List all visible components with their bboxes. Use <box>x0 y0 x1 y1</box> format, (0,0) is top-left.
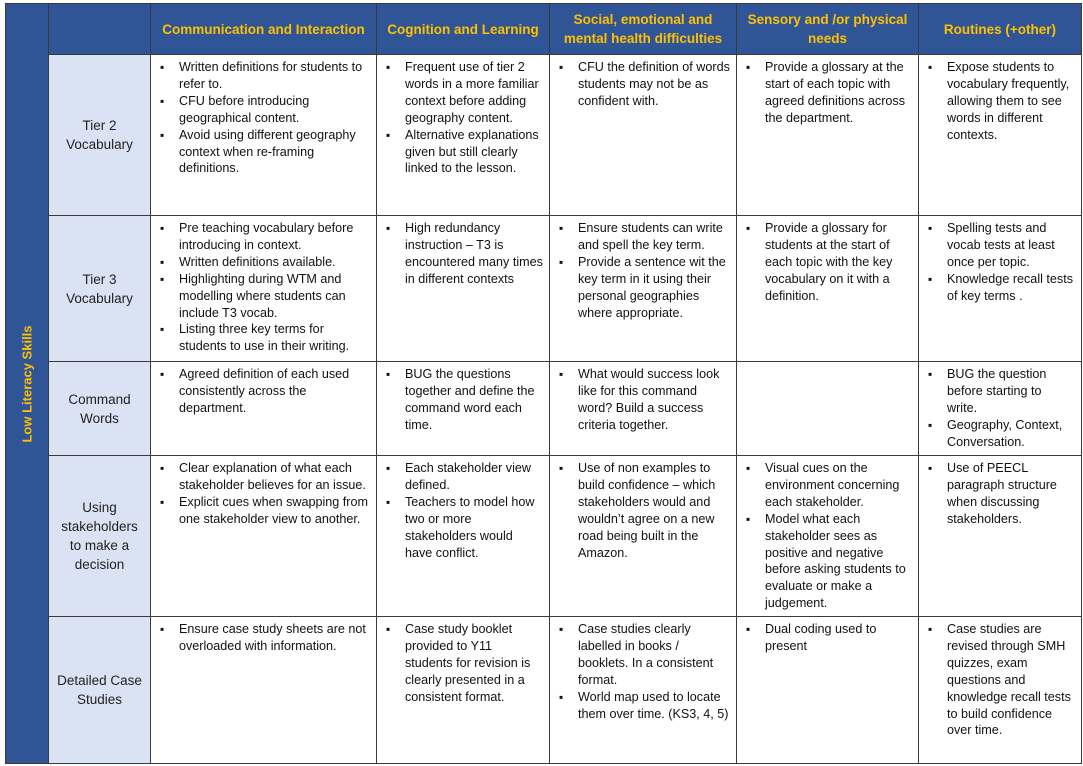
bullet-list <box>743 460 912 612</box>
bullet-list <box>743 59 912 127</box>
bullet-item: ▪ Case studies clearly labelled in books / booklets. In a consistent format. <box>556 621 730 689</box>
bullet-item: ▪ Highlighting during WTM and modelling where students can include T3 vocab. <box>157 271 370 322</box>
bullet-item: ▪ Spelling tests and vocab tests at least once per topic. <box>925 220 1075 271</box>
table-cell <box>377 216 550 362</box>
table-cell <box>151 362 377 456</box>
table-cell <box>737 55 919 216</box>
bullet-list <box>383 220 543 288</box>
bullet-list <box>383 366 543 434</box>
bullet-item: ▪ Use of PEECL paragraph structure when discussing stakeholders. <box>925 460 1075 528</box>
bullet-item: ▪ Provide a glossary at the start of each topic with agreed definitions across the department. <box>743 59 912 127</box>
bullet-list <box>925 59 1075 144</box>
bullet-item: ▪ Use of non examples to build confidence – which stakeholders would and wouldn’t agree on a new road being built in the Amazon. <box>556 460 730 561</box>
bullet-list <box>383 460 543 561</box>
bullet-item: ▪ BUG the question before starting to write. <box>925 366 1075 417</box>
table-cell <box>151 617 377 764</box>
table-cell <box>377 55 550 216</box>
bullet-item: ▪ Clear explanation of what each stakeholder believes for an issue. <box>157 460 370 494</box>
row-label: Tier 3 Vocabulary <box>49 216 151 362</box>
bullet-item: ▪ Ensure students can write and spell the key term. <box>556 220 730 254</box>
table-cell <box>737 216 919 362</box>
side-label: Low Literacy Skills <box>19 324 35 443</box>
bullet-item: ▪ Geography, Context, Conversation. <box>925 417 1075 451</box>
table-cell <box>151 456 377 617</box>
column-header-communication: Communication and Interaction <box>151 4 377 55</box>
bullet-item: ▪ BUG the questions together and define the command word each time. <box>383 366 543 434</box>
bullet-list <box>743 621 912 655</box>
bullet-item: ▪ Pre teaching vocabulary before introducing in context. <box>157 220 370 254</box>
row-tier2-vocabulary <box>6 55 1082 216</box>
row-label: Using stakeholders to make a decision <box>49 456 151 617</box>
bullet-list <box>383 59 543 177</box>
bullet-item: ▪ Case study booklet provided to Y11 students for revision is clearly presented in a consistent format. <box>383 621 543 706</box>
column-header-cognition: Cognition and Learning <box>377 4 550 55</box>
bullet-item: ▪ Dual coding used to present <box>743 621 912 655</box>
bullet-list <box>157 366 370 417</box>
bullet-list <box>157 621 370 655</box>
row-label: Tier 2 Vocabulary <box>49 55 151 216</box>
bullet-item: ▪ World map used to locate them over time. (KS3, 4, 5) <box>556 689 730 723</box>
bullet-item: ▪ Provide a glossary for students at the start of each topic with the key vocabulary on it with a definition. <box>743 220 912 305</box>
table-cell <box>550 362 737 456</box>
bullet-item: ▪ CFU the definition of words students may not be as confident with. <box>556 59 730 110</box>
table-cell <box>377 362 550 456</box>
row-command-words <box>6 362 1082 456</box>
bullet-list <box>157 460 370 528</box>
bullet-item: ▪ CFU before introducing geographical content. <box>157 93 370 127</box>
literacy-support-table <box>5 3 1082 764</box>
bullet-item: ▪ Teachers to model how two or more stakeholders would have conflict. <box>383 494 543 562</box>
table-cell <box>737 456 919 617</box>
side-label-cell <box>6 4 49 764</box>
bullet-item: ▪ Frequent use of tier 2 words in a more familiar context before adding geography content. <box>383 59 543 127</box>
bullet-item: ▪ Each stakeholder view defined. <box>383 460 543 494</box>
bullet-item: ▪ Provide a sentence wit the key term in it using their personal geographies where appropriate. <box>556 254 730 322</box>
bullet-list <box>556 220 730 321</box>
row-using-stakeholders <box>6 456 1082 617</box>
row-detailed-case-studies <box>6 617 1082 764</box>
table-cell <box>377 617 550 764</box>
bullet-item: ▪ What would success look like for this command word? Build a success criteria together. <box>556 366 730 434</box>
table-cell <box>550 216 737 362</box>
bullet-item: ▪ Avoid using different geography context when re-framing definitions. <box>157 127 370 178</box>
bullet-item: ▪ Written definitions for students to refer to. <box>157 59 370 93</box>
column-header-routines: Routines (+other) <box>919 4 1082 55</box>
bullet-list <box>556 621 730 722</box>
bullet-item: ▪ Explicit cues when swapping from one stakeholder view to another. <box>157 494 370 528</box>
row-tier3-vocabulary <box>6 216 1082 362</box>
bullet-list <box>556 59 730 110</box>
bullet-list <box>556 366 730 434</box>
column-header-sensory: Sensory and /or physical needs <box>737 4 919 55</box>
bullet-list <box>925 220 1075 305</box>
table-cell <box>550 55 737 216</box>
column-header-semh: Social, emotional and mental health difficulties <box>550 4 737 55</box>
table-cell <box>550 456 737 617</box>
bullet-list <box>157 59 370 177</box>
header-row <box>6 4 1082 55</box>
table-cell <box>919 456 1082 617</box>
table-cell <box>919 362 1082 456</box>
bullet-list <box>743 220 912 305</box>
row-label: Command Words <box>49 362 151 456</box>
bullet-item: ▪ Written definitions available. <box>157 254 370 271</box>
bullet-item: ▪ High redundancy instruction – T3 is encountered many times in different contexts <box>383 220 543 288</box>
bullet-list <box>925 366 1075 451</box>
bullet-item: ▪ Visual cues on the environment concerning each stakeholder. <box>743 460 912 511</box>
corner-cell <box>49 4 151 55</box>
table-cell <box>550 617 737 764</box>
row-label: Detailed Case Studies <box>49 617 151 764</box>
bullet-item: ▪ Alternative explanations given but still clearly linked to the lesson. <box>383 127 543 178</box>
bullet-list <box>556 460 730 561</box>
table-cell <box>377 456 550 617</box>
bullet-item: ▪ Knowledge recall tests of key terms . <box>925 271 1075 305</box>
bullet-list <box>925 460 1075 528</box>
bullet-list <box>383 621 543 706</box>
table-cell <box>919 617 1082 764</box>
table-cell <box>919 216 1082 362</box>
table-cell <box>737 617 919 764</box>
bullet-item: ▪ Ensure case study sheets are not overloaded with information. <box>157 621 370 655</box>
bullet-list <box>925 621 1075 739</box>
bullet-item: ▪ Listing three key terms for students to use in their writing. <box>157 321 370 355</box>
bullet-item: ▪ Case studies are revised through SMH quizzes, exam questions and knowledge recall tests to build confidence over time. <box>925 621 1075 739</box>
table-cell <box>737 362 919 456</box>
bullet-item: ▪ Agreed definition of each used consistently across the department. <box>157 366 370 417</box>
bullet-item: ▪ Expose students to vocabulary frequently, allowing them to see words in different contexts. <box>925 59 1075 144</box>
bullet-item: ▪ Model what each stakeholder sees as positive and negative before asking students to evaluate or make a judgement. <box>743 511 912 612</box>
table-cell <box>919 55 1082 216</box>
table-cell <box>151 216 377 362</box>
bullet-list <box>157 220 370 355</box>
table-cell <box>151 55 377 216</box>
